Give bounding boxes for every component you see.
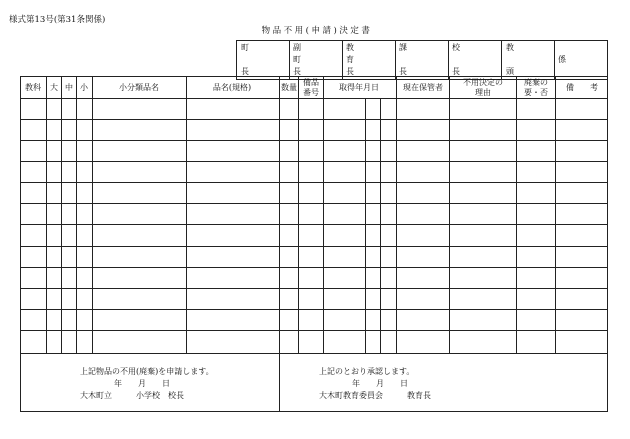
stamp-mayor-bottom: 長 (241, 67, 249, 76)
col-header-item-no-1: 備品 (303, 78, 319, 87)
page-title: 物品不用(申請)決定書 (261, 26, 373, 36)
stamp-deputy-middle: 町 (293, 55, 301, 64)
approval-statement: 上記のとおり承認します。 (319, 367, 415, 376)
form-style-number: 様式第13号(第31条関係) (9, 15, 106, 25)
stamp-edu-bottom: 長 (346, 67, 354, 76)
approval-date: 年 月 日 (352, 379, 408, 388)
col-header-subcategory: 小分類品名 (119, 83, 159, 92)
stamp-mayor-top: 町 (241, 43, 249, 52)
stamp-principal-bottom: 長 (452, 67, 460, 76)
col-header-item-name: 品名(規格) (212, 83, 252, 92)
application-signer: 大木町立 小学校 校長 (80, 391, 184, 400)
col-header-reason-1: 不用決定の (463, 78, 503, 87)
col-header-reason-2: 理由 (475, 88, 491, 97)
stamp-deputy-bottom: 長 (293, 67, 301, 76)
col-header-custodian: 現在保管者 (403, 83, 443, 92)
stamp-vice-principal-top: 教 (506, 43, 514, 52)
approval-signer: 大木町教育委員会 教育長 (319, 391, 431, 400)
stamp-vice-principal-bottom: 頭 (506, 67, 514, 76)
stamp-staff: 係 (558, 55, 566, 64)
col-header-disposal-2: 要・否 (524, 88, 548, 97)
table-outline (20, 76, 608, 412)
application-date: 年 月 日 (114, 379, 170, 388)
stamp-edu-top: 教 (346, 43, 354, 52)
stamp-edu-middle: 育 (346, 55, 354, 64)
col-header-remarks: 備 考 (566, 83, 598, 92)
col-header-item-no-2: 番号 (303, 88, 319, 97)
col-header-disposal-1: 廃棄の (524, 78, 548, 87)
col-header-acquired-date: 取得年月日 (339, 83, 379, 92)
col-header-large: 大 (50, 83, 58, 92)
stamp-deputy-top: 副 (293, 43, 301, 52)
stamp-section-top: 課 (399, 43, 407, 52)
col-header-medium: 中 (65, 83, 73, 92)
stamp-section-bottom: 長 (399, 67, 407, 76)
application-statement: 上記物品の不用(廃棄)を申請します。 (80, 367, 214, 376)
stamp-principal-top: 校 (452, 43, 460, 52)
col-header-quantity: 数量 (281, 83, 297, 92)
col-header-category: 教科 (25, 83, 41, 92)
col-header-small: 小 (80, 83, 88, 92)
approval-box-outline (236, 40, 608, 80)
